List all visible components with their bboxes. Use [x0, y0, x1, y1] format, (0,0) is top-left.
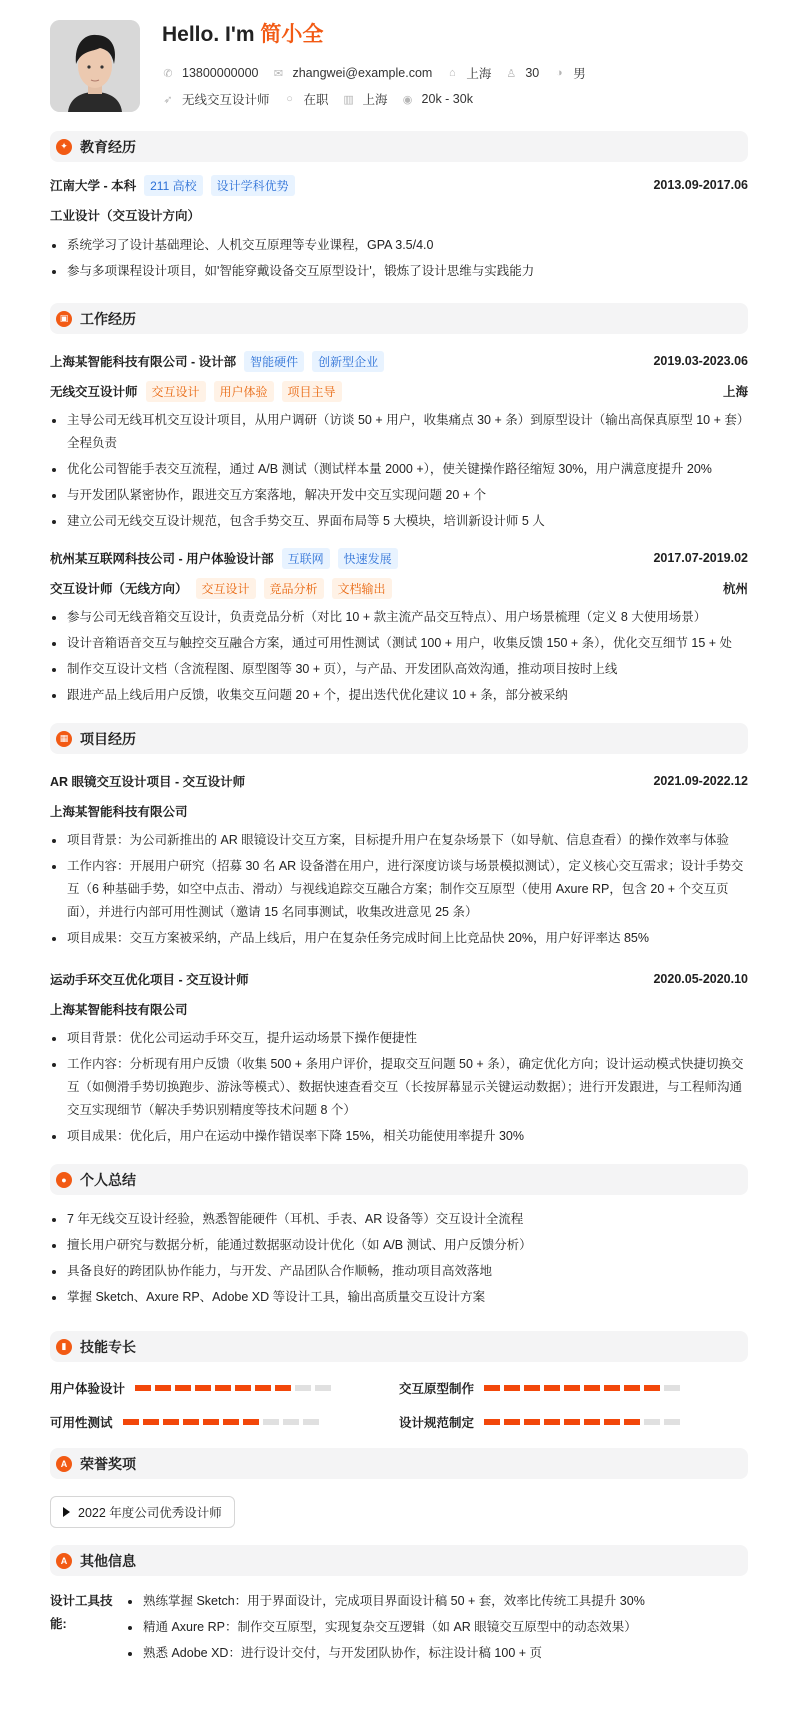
skill-level-segment — [504, 1419, 520, 1425]
company-line — [50, 548, 398, 569]
project-bullets — [50, 1027, 748, 1148]
skill-name: 可用性测试 — [50, 1416, 113, 1430]
skill-item — [50, 1376, 399, 1400]
city: 上海 — [466, 67, 492, 81]
tag: 互联网 — [282, 548, 330, 569]
skill-level-segment — [303, 1419, 319, 1425]
other-label: 设计工具技能: — [50, 1594, 113, 1631]
salary-icon: ◉ — [402, 93, 413, 106]
project-name: 运动手环交互优化项目 - 交互设计师 — [50, 973, 249, 987]
tag: 快速发展 — [338, 548, 398, 569]
resume — [50, 20, 748, 1668]
skill-level-segment — [175, 1385, 191, 1391]
status-icon: ○ — [286, 93, 293, 105]
section-title: 项目经历 — [80, 730, 136, 747]
skill-item — [399, 1376, 748, 1400]
bullet-item: 工作内容：分析现有用户反馈（收集 500 + 条用户评价，提取交互问题 50 + 条），确定优化方向；设计运动模式快捷切换交互（如侧滑手势切换跑步、游泳等模式）、数据快速查看交互（长按屏幕显示关键运动数据）；进行开发跟进，与工程师沟通交互实现细节（解决手势识别精度等技术问题 8 个） — [50, 1053, 748, 1122]
job-bullets — [50, 409, 748, 533]
skill-name: 设计规范制定 — [399, 1416, 475, 1430]
skill-level-segment — [544, 1385, 560, 1391]
job-status: 在职 — [303, 93, 329, 107]
project-bullets — [50, 829, 748, 950]
skill-level-segment — [624, 1419, 640, 1425]
skill-level-segment — [524, 1419, 540, 1425]
section-title: 技能专长 — [80, 1338, 136, 1355]
skill-level-segment — [243, 1419, 259, 1425]
school: 江南大学 - 本科 — [50, 179, 137, 193]
role: 无线交互设计师 — [50, 385, 138, 399]
skill-level-bar — [484, 1419, 684, 1425]
skill-level-segment — [564, 1385, 580, 1391]
skill-name: 交互原型制作 — [399, 1382, 475, 1396]
bullet-item: 熟练掌握 Sketch：用于界面设计，完成项目界面设计稿 50 + 套，效率比传统工具提升 30% — [126, 1590, 645, 1613]
tag: 用户体验 — [214, 381, 274, 402]
gender: 男 — [573, 67, 586, 81]
tool-skill-bullets — [126, 1590, 645, 1668]
skill-level-segment — [604, 1385, 620, 1391]
skill-level-segment — [604, 1419, 620, 1425]
bullet-item: 跟进产品上线后用户反馈，收集交互问题 20 + 个，提出迭代优化建议 10 + 条，部分被采纳 — [50, 684, 748, 707]
work-city: 上海 — [362, 93, 388, 107]
honor-label: 2022 年度公司优秀设计师 — [78, 1506, 222, 1520]
role-line — [50, 381, 342, 402]
period: 2021.09-2022.12 — [653, 774, 748, 788]
age-icon: ♙ — [506, 67, 517, 80]
period: 2020.05-2020.10 — [653, 972, 748, 986]
building-icon: ▥ — [343, 93, 354, 106]
tag: 设计学科优势 — [211, 175, 295, 196]
skill-level-segment — [203, 1419, 219, 1425]
project-row — [50, 964, 748, 994]
skill-level-segment — [155, 1385, 171, 1391]
phone-icon: ✆ — [163, 67, 173, 80]
briefcase-icon: ▣ — [56, 311, 72, 327]
skill-level-segment — [664, 1385, 680, 1391]
section-header-other — [50, 1545, 748, 1576]
skill-level-segment — [644, 1385, 660, 1391]
role: 交互设计师（无线方向） — [50, 582, 188, 596]
job-bullets — [50, 606, 748, 707]
role-row — [50, 376, 748, 406]
chart-icon: ▮ — [56, 1339, 72, 1355]
skill-name: 用户体验设计 — [50, 1382, 126, 1396]
bullet-item: 建立公司无线交互设计规范，包含手势交互、界面布局等 5 大模块，培训新设计师 5 人 — [50, 510, 748, 533]
period: 2013.09-2017.06 — [653, 178, 748, 192]
company-line — [50, 351, 384, 372]
bullet-item: 项目成果：交互方案被采纳，产品上线后，用户在复杂任务完成时间上比竞品快 20%，用户好评率达 85% — [50, 927, 748, 950]
tag: 创新型企业 — [312, 351, 384, 372]
skill-level-segment — [283, 1419, 299, 1425]
expand-triangle-icon — [63, 1507, 70, 1517]
bullet-item: 主导公司无线耳机交互设计项目，从用户调研（访谈 50 + 用户，收集痛点 30 + 条）到原型设计（输出高保真原型 10 + 套）全程负责 — [50, 409, 748, 455]
section-header-projects — [50, 723, 748, 754]
bullet-item: 掌握 Sketch、Axure RP、Adobe XD 等设计工具，输出高质量交互设计方案 — [50, 1286, 748, 1309]
avatar — [50, 20, 140, 112]
bullet-item: 工作内容：开展用户研究（招募 30 名 AR 设备潜在用户，进行深度访谈与场景模拟测试），定义核心交互需求；设计手势交互（6 种基础手势，如空中点击、滑动）与视线追踪交互融合方案；制作交互原型（使用 Axure RP，包含 20 + 个交互页面），并进行内部可用性测试（邀请 15 名同事测试，收集改进意见 25 条） — [50, 855, 748, 924]
skill-level-bar — [135, 1385, 335, 1391]
period: 2017.07-2019.02 — [653, 551, 748, 565]
project-company: 上海某智能科技有限公司 — [50, 1003, 188, 1017]
section-title: 个人总结 — [80, 1171, 136, 1188]
skill-level-segment — [163, 1419, 179, 1425]
location: 杭州 — [722, 582, 748, 596]
section-title: 其他信息 — [80, 1552, 136, 1569]
company-row — [50, 543, 748, 573]
skill-level-bar — [123, 1419, 323, 1425]
major: 工业设计（交互设计方向） — [50, 209, 201, 223]
skill-level-segment — [295, 1385, 311, 1391]
bullet-item: 项目背景：优化公司运动手环交互，提升运动场景下操作便捷性 — [50, 1027, 748, 1050]
project-company-row — [50, 994, 748, 1024]
profile-header — [50, 20, 748, 112]
company-name: 杭州某互联网科技公司 - 用户体验设计部 — [50, 552, 274, 566]
skill-level-segment — [183, 1419, 199, 1425]
user-icon: ● — [56, 1172, 72, 1188]
bullet-item: 参与公司无线音箱交互设计，负责竞品分析（对比 10 + 款主流产品交互特点）、用户场景梳理（定义 8 大使用场景） — [50, 606, 748, 629]
bullet-item: 制作交互设计文档（含流程图、原型图等 30 + 页），与产品、开发团队高效沟通，推动项目按时上线 — [50, 658, 748, 681]
section-header-work — [50, 303, 748, 334]
honor-item[interactable] — [50, 1496, 235, 1528]
project-company-row — [50, 796, 748, 826]
mail-icon: ✉ — [273, 67, 284, 80]
skill-level-segment — [135, 1385, 151, 1391]
skill-level-segment — [275, 1385, 291, 1391]
skill-level-segment — [195, 1385, 211, 1391]
project-row — [50, 766, 748, 796]
project-name: AR 眼镜交互设计项目 - 交互设计师 — [50, 775, 246, 789]
summary-bullets — [50, 1208, 748, 1309]
tag: 项目主导 — [282, 381, 342, 402]
skill-level-segment — [123, 1419, 139, 1425]
skill-level-segment — [544, 1419, 560, 1425]
skill-level-segment — [315, 1385, 331, 1391]
bullet-item: 与开发团队紧密协作，跟进交互方案落地，解决开发中交互实现问题 20 + 个 — [50, 484, 748, 507]
skill-level-segment — [255, 1385, 271, 1391]
skill-level-segment — [235, 1385, 251, 1391]
section-header-skills — [50, 1331, 748, 1362]
bullet-item: 项目成果：优化后，用户在运动中操作错误率下降 15%，相关功能使用率提升 30% — [50, 1125, 748, 1148]
info-icon: A — [56, 1553, 72, 1569]
tag: 竞品分析 — [264, 578, 324, 599]
section-title: 工作经历 — [80, 310, 136, 327]
bullet-item: 具备良好的跨团队协作能力，与开发、产品团队合作顺畅，推动项目高效落地 — [50, 1260, 748, 1283]
skill-level-segment — [504, 1385, 520, 1391]
tag: 交互设计 — [146, 381, 206, 402]
skill-level-segment — [143, 1419, 159, 1425]
email: zhangwei@example.com — [292, 66, 433, 80]
company-row — [50, 346, 748, 376]
bullet-item: 系统学习了设计基础理论、人机交互原理等专业课程，GPA 3.5/4.0 — [50, 234, 748, 257]
role-line — [50, 578, 392, 599]
skill-level-segment — [644, 1419, 660, 1425]
project-company: 上海某智能科技有限公司 — [50, 805, 188, 819]
bullet-item: 参与多项课程设计项目，如'智能穿戴设备交互原型设计'，锻炼了设计思维与实践能力 — [50, 260, 748, 283]
location: 上海 — [722, 385, 748, 399]
gender-icon: ◑ — [555, 67, 563, 79]
bullet-item: 熟悉 Adobe XD：进行设计交付，与开发团队协作，标注设计稿 100 + 页 — [126, 1642, 645, 1665]
page-title — [162, 20, 600, 50]
bullet-item: 擅长用户研究与数据分析，能通过数据驱动设计优化（如 A/B 测试、用户反馈分析） — [50, 1234, 748, 1257]
skill-level-segment — [223, 1419, 239, 1425]
tag: 智能硬件 — [244, 351, 304, 372]
section-title: 教育经历 — [80, 138, 136, 155]
tag: 文档输出 — [332, 578, 392, 599]
skill-level-segment — [664, 1419, 680, 1425]
skill-level-segment — [484, 1419, 500, 1425]
skill-level-segment — [624, 1385, 640, 1391]
bullet-item: 精通 Axure RP：制作交互原型，实现复杂交互逻辑（如 AR 眼镜交互原型中的动态效果） — [126, 1616, 645, 1639]
role-row — [50, 573, 748, 603]
skill-level-segment — [484, 1385, 500, 1391]
skill-level-segment — [584, 1385, 600, 1391]
skill-level-segment — [564, 1419, 580, 1425]
section-header-honors — [50, 1448, 748, 1479]
section-title: 荣誉奖项 — [80, 1455, 136, 1472]
age: 30 — [525, 66, 540, 80]
section-header-summary — [50, 1164, 748, 1195]
bullet-item: 优化公司智能手表交互流程，通过 A/B 测试（测试样本量 2000 +），使关键操作路径缩短 30%，用户满意度提升 20% — [50, 458, 748, 481]
skill-item — [399, 1410, 748, 1434]
award-icon: A — [56, 1456, 72, 1472]
skill-item — [50, 1410, 399, 1434]
bullet-item: 7 年无线交互设计经验，熟悉智能硬件（耳机、手表、AR 设备等）交互设计全流程 — [50, 1208, 748, 1231]
send-icon: ➶ — [163, 93, 173, 106]
company-name: 上海某智能科技有限公司 - 设计部 — [50, 355, 237, 369]
salary: 20k - 30k — [421, 92, 473, 106]
phone: 13800000000 — [182, 66, 259, 80]
graduation-icon: ✦ — [56, 139, 72, 155]
skill-level-segment — [584, 1419, 600, 1425]
bullet-item: 项目背景：为公司新推出的 AR 眼镜设计交互方案，目标提升用户在复杂场景下（如导航、信息查看）的操作效率与体验 — [50, 829, 748, 852]
candidate-name: 简小全 — [260, 23, 324, 46]
greeting: Hello. I'm — [162, 23, 255, 46]
bullet-item: 设计音箱语音交互与触控交互融合方案，通过可用性测试（测试 100 + 用户，收集反馈 150 + 条），优化交互细节 15 + 处 — [50, 632, 748, 655]
skills-grid — [50, 1376, 748, 1434]
section-header-education — [50, 131, 748, 162]
target-position: 无线交互设计师 — [182, 93, 270, 107]
skill-level-segment — [524, 1385, 540, 1391]
tag: 交互设计 — [196, 578, 256, 599]
skill-level-bar — [484, 1385, 684, 1391]
tag: 211 高校 — [144, 175, 202, 196]
period: 2019.03-2023.06 — [653, 354, 748, 368]
education-bullets — [50, 234, 748, 283]
skill-level-segment — [263, 1419, 279, 1425]
home-icon: ⌂ — [449, 67, 456, 79]
skill-level-segment — [215, 1385, 231, 1391]
grid-icon: ▦ — [56, 731, 72, 747]
